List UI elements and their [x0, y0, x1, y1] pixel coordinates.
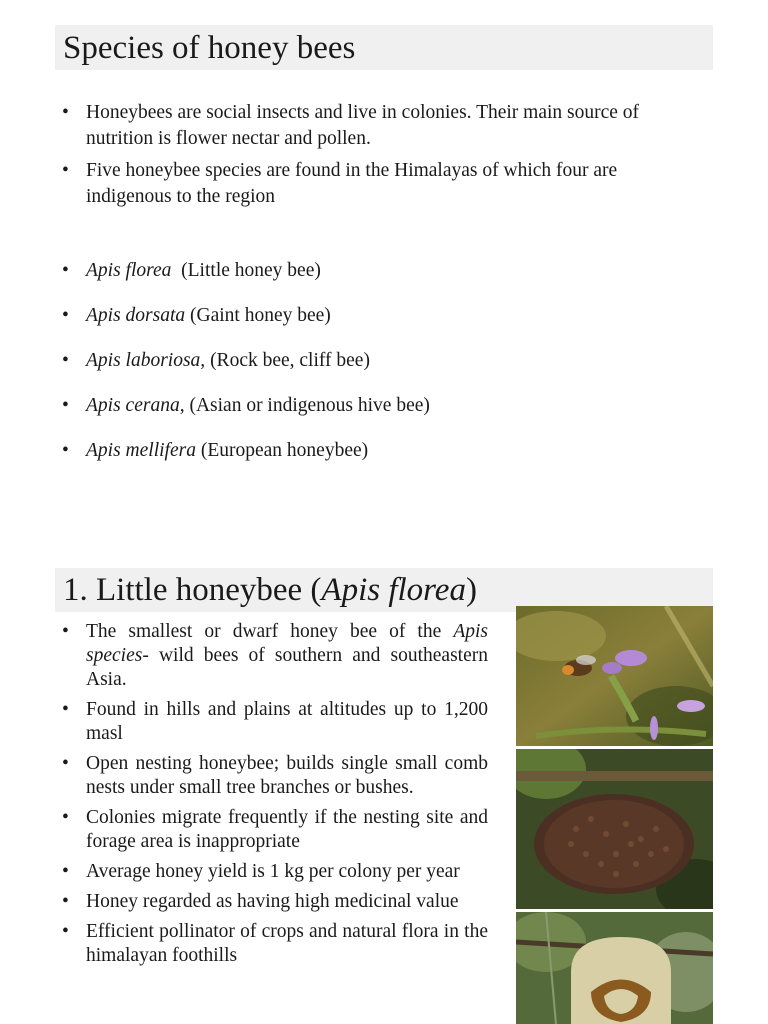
bullet-icon: •	[62, 260, 69, 281]
list-item	[62, 920, 488, 968]
species-scientific-name: Apis dorsata	[86, 305, 186, 326]
species-common-name: (Gaint honey bee)	[185, 305, 331, 326]
bullet-icon: •	[62, 350, 69, 371]
species-common-name: (Rock bee, cliff bee)	[205, 350, 370, 371]
intro-bullet-list	[62, 100, 696, 216]
section-heading	[55, 568, 713, 607]
fact-text-pre: The smallest or dwarf honey bee of the	[86, 621, 454, 642]
bullet-icon: •	[62, 395, 69, 416]
species-item	[62, 348, 696, 393]
list-item	[62, 620, 488, 692]
heading-scientific-name: Apis florea	[321, 572, 466, 608]
honeycomb-photo	[516, 912, 713, 1024]
species-common-name: (Little honey bee)	[171, 260, 321, 281]
list-item	[62, 890, 488, 914]
bullet-icon: •	[62, 440, 69, 461]
bullet-icon: •	[62, 921, 69, 942]
heading-prefix: 1. Little honeybee (	[63, 572, 322, 608]
fact-text: Efficient pollinator of crops and natural flora in the himalayan foothills	[86, 921, 488, 966]
bullet-icon: •	[62, 160, 69, 181]
list-item	[62, 698, 488, 746]
species-scientific-name: Apis laboriosa,	[86, 350, 206, 371]
species-scientific-name: Apis mellifera	[86, 440, 196, 461]
fact-text: Honey regarded as having high medicinal value	[86, 891, 459, 912]
bullet-icon: •	[62, 861, 69, 882]
bullet-icon: •	[62, 891, 69, 912]
bullet-text: Five honeybee species are found in the Himalayas of which four are indigenous to the region	[86, 160, 618, 207]
species-list	[62, 258, 696, 483]
little-honeybee-facts-list	[62, 620, 488, 974]
list-item	[62, 860, 488, 884]
list-item	[62, 100, 696, 152]
bullet-icon: •	[62, 621, 69, 642]
bullet-icon: •	[62, 699, 69, 720]
bullet-icon: •	[62, 753, 69, 774]
species-scientific-name: Apis cerana,	[86, 395, 185, 416]
fact-text-post: - wild bees of southern and southeastern Asia.	[86, 645, 488, 690]
fact-text-italic: Apis species	[86, 621, 488, 666]
bullet-text: Honeybees are social insects and live in colonies. Their main source of nutrition is flower nectar and pollen.	[86, 102, 640, 149]
fact-text: Average honey yield is 1 kg per colony per year	[86, 861, 460, 882]
bee-colony-photo	[516, 749, 713, 909]
fact-text: Found in hills and plains at altitudes up to 1,200 masl	[86, 699, 488, 744]
bullet-icon: •	[62, 807, 69, 828]
page-title: Species of honey bees	[63, 30, 356, 66]
section-title-bar	[55, 25, 713, 70]
fact-text: Colonies migrate frequently if the nesting site and forage area is inappropriate	[86, 807, 488, 852]
bullet-icon: •	[62, 102, 69, 123]
bee-on-flower-photo	[516, 606, 713, 746]
list-item	[62, 752, 488, 800]
species-item	[62, 303, 696, 348]
list-item	[62, 806, 488, 854]
fact-text: Open nesting honeybee; builds single small comb nests under small tree branches or bushes.	[86, 753, 488, 798]
heading-suffix: )	[465, 572, 477, 608]
species-item	[62, 438, 696, 483]
species-item	[62, 393, 696, 438]
list-item	[62, 158, 696, 210]
species-common-name: (European honeybee)	[195, 440, 369, 461]
bullet-icon: •	[62, 305, 69, 326]
species-scientific-name: Apis florea	[86, 260, 172, 281]
species-common-name: (Asian or indigenous hive bee)	[184, 395, 430, 416]
species-item	[62, 258, 696, 303]
